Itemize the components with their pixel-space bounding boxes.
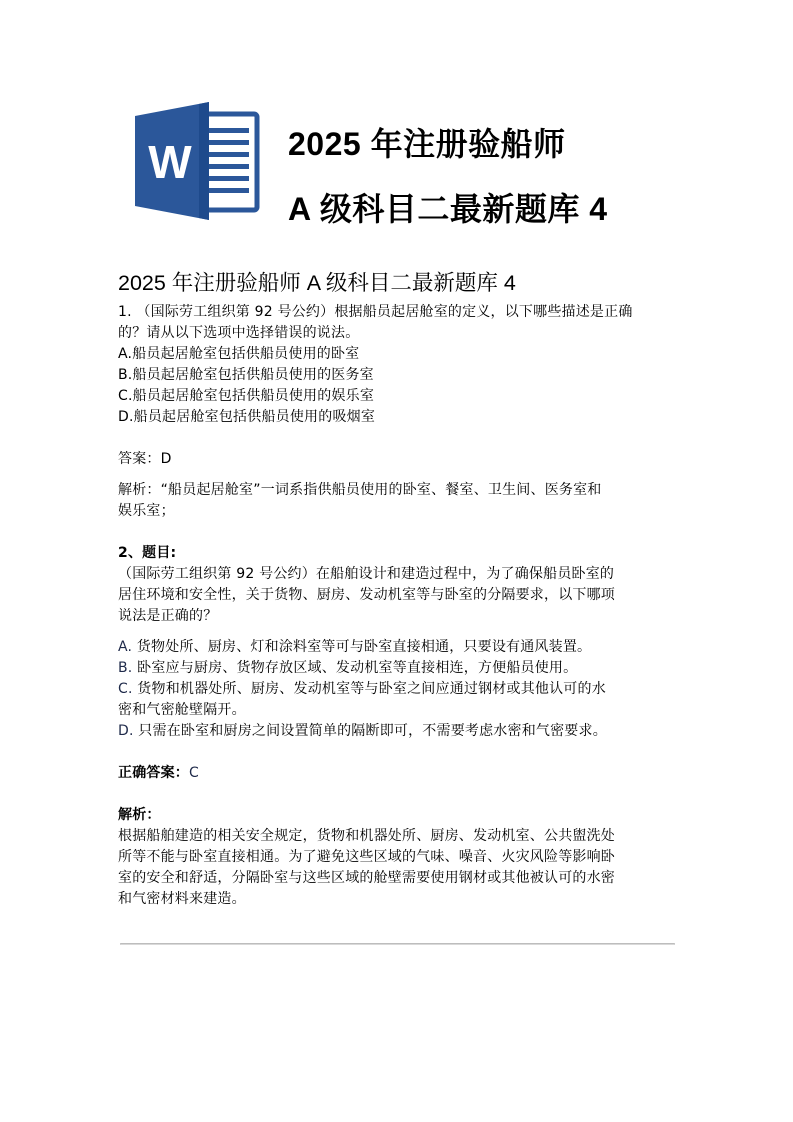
- question-2-number-label: 2、题目:: [118, 545, 177, 561]
- question-2-explanation-label: 解析：: [118, 807, 161, 823]
- horizontal-rule: [120, 943, 675, 945]
- option-text: 船员起居舱室包括供船员使用的吸烟室: [133, 409, 376, 425]
- answer-value: D: [160, 451, 172, 467]
- answer-value: C: [189, 765, 199, 781]
- question-2-explanation-line3: 室的安全和舒适，分隔卧室与这些区域的舱壁需要使用钢材或其他被认可的水密: [118, 870, 615, 886]
- question-1-stem-line2: 的？请从以下选项中选择错误的说法。: [118, 325, 360, 341]
- spacer: [118, 428, 678, 449]
- question-2-explanation-line1: 根据船舶建造的相关安全规定，货物和机器处所、厨房、发动机室、公共盥洗处: [118, 828, 615, 844]
- document-body: [118, 266, 678, 910]
- option-text: 船员起居舱室包括供船员使用的卧室: [132, 346, 360, 362]
- answer-label: 正确答案：: [118, 765, 189, 781]
- question-2-explanation-line4: 和气密材料来建造。: [118, 891, 246, 907]
- question-1-option-d: [118, 407, 678, 428]
- question-1-explanation-line2: 娱乐室；: [118, 503, 175, 519]
- question-1-option-b: [118, 365, 678, 386]
- cover-title-line1: 2025 年注册验船师: [288, 126, 566, 162]
- question-1-option-c: [118, 386, 678, 407]
- question-2-option-c: [118, 679, 678, 700]
- cover-header: [133, 100, 673, 240]
- option-text: 卧室应与厨房、货物存放区域、发动机室等直接相连，方便船员使用。: [132, 660, 578, 676]
- option-text: 货物处所、厨房、灯和涂料室等可与卧室直接相通，只要设有通风装置。: [132, 639, 592, 655]
- document-heading: 2025 年注册验船师 A 级科目二最新题库 4: [118, 271, 516, 295]
- option-label: D.: [118, 409, 134, 425]
- option-label: A.: [118, 639, 133, 655]
- cover-title-line2: A 级科目二最新题库 4: [288, 191, 608, 227]
- question-2: [118, 543, 678, 910]
- option-text: 货物和机器处所、厨房、发动机室等与卧室之间应通过钢材或其他认可的水: [132, 681, 606, 697]
- option-label: B.: [118, 367, 133, 383]
- spacer: [118, 470, 678, 480]
- question-1-answer: [118, 449, 678, 470]
- question-1-explanation-line1: 解析：“船员起居舱室”一词系指供船员使用的卧室、餐室、卫生间、医务室和: [118, 482, 602, 498]
- option-label: B.: [118, 660, 133, 676]
- option-text: 船员起居舱室包括供船员使用的娱乐室: [132, 388, 375, 404]
- question-2-stem-line1: （国际劳工组织第 92 号公约）在船舶设计和建造过程中，为了确保船员卧室的: [118, 566, 615, 582]
- option-text: 船员起居舱室包括供船员使用的医务室: [132, 367, 374, 383]
- option-label: C.: [118, 388, 133, 404]
- option-label: D.: [118, 723, 134, 739]
- option-text: 只需在卧室和厨房之间设置简单的隔断即可，不需要考虑水密和气密要求。: [133, 723, 607, 739]
- microsoft-word-icon: [133, 102, 261, 220]
- question-1-option-a: [118, 344, 678, 365]
- answer-label: 答案：: [118, 451, 161, 467]
- svg-text:W: W: [148, 136, 192, 188]
- question-2-option-c-continuation: 密和气密舱壁隔开。: [118, 702, 246, 718]
- question-2-stem-line2: 居住环境和安全性，关于货物、厨房、发动机室等与卧室的分隔要求，以下哪项: [118, 587, 615, 603]
- question-1-stem-line1: 1. （国际劳工组织第 92 号公约）根据船员起居舱室的定义，以下哪些描述是正确: [118, 304, 633, 320]
- option-label: C.: [118, 681, 133, 697]
- spacer: [118, 742, 678, 763]
- spacer: [118, 522, 678, 543]
- question-2-stem-line3: 说法是正确的？: [118, 608, 218, 624]
- option-label: A.: [118, 346, 133, 362]
- spacer: [118, 627, 678, 637]
- question-2-explanation-line2: 所等不能与卧室直接相通。为了避免这些区域的气味、噪音、火灾风险等影响卧: [118, 849, 615, 865]
- question-2-answer: [118, 763, 678, 784]
- spacer: [118, 784, 678, 805]
- question-2-option-b: [118, 658, 678, 679]
- question-2-option-a: [118, 637, 678, 658]
- question-1: [118, 302, 678, 522]
- question-2-option-d: [118, 721, 678, 742]
